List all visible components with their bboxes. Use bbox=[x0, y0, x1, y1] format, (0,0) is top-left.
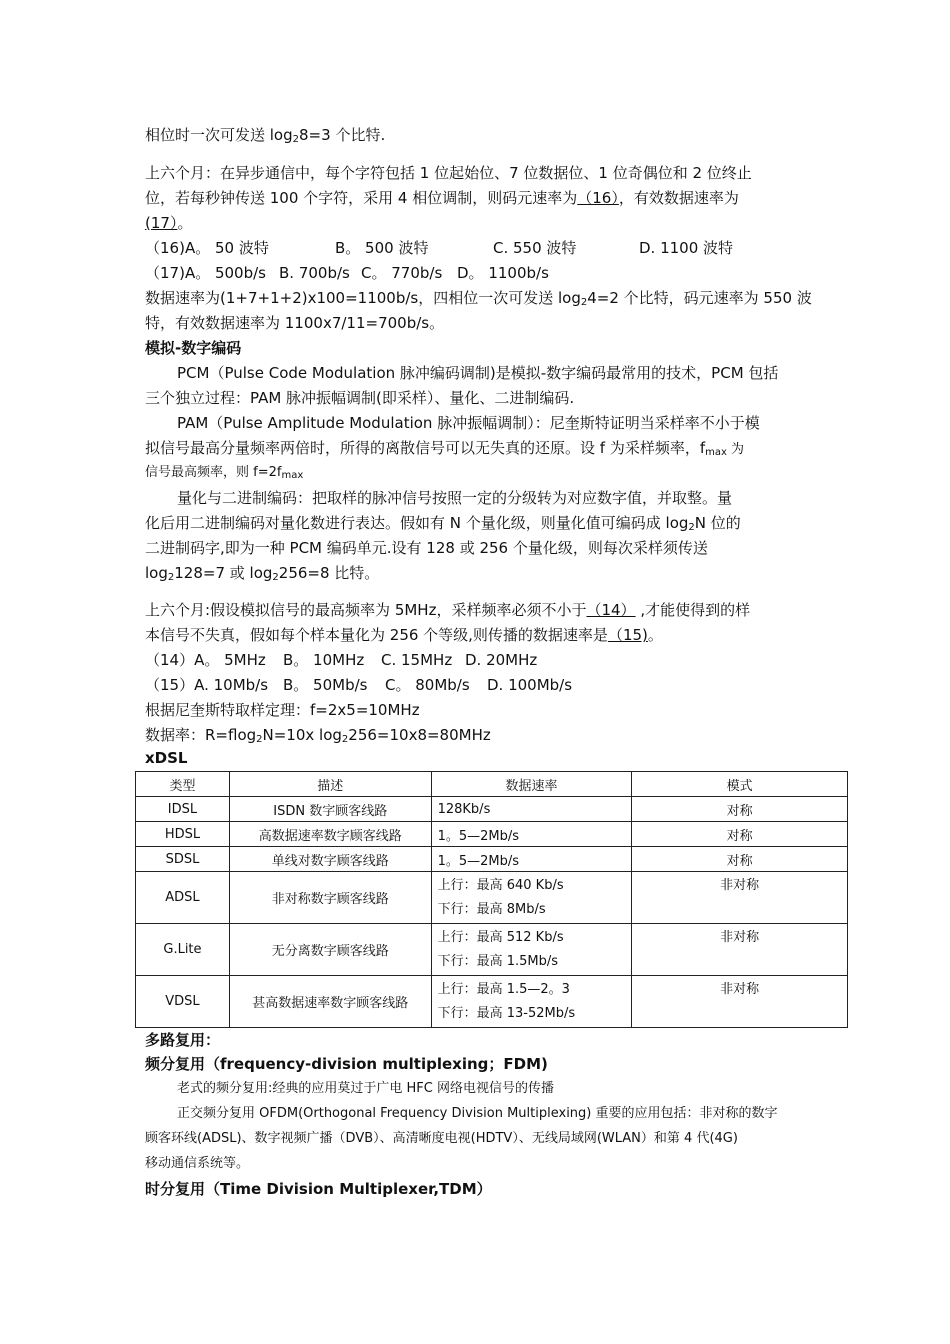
question2-line1: 上六个月:假设模拟信号的最高频率为 5MHz，采样频率必须不小于（14） ,才能使得到的样 bbox=[145, 601, 751, 619]
table-row: G.Lite 无分离数字顾客线路 上行：最高 512 Kb/s 下行：最高 1.5Mb/s 非对称 bbox=[136, 924, 848, 976]
ofdm-line3: 移动通信系统等。 bbox=[145, 1156, 250, 1171]
quant-line4: $\log_2128=7$ 或 $\log_2256=8$ 比特。 bbox=[145, 564, 380, 583]
question1-line1: 上六个月：在异步通信中，每个字符包括 1 位起始位、7 位数据位、1 位奇偶位和 2 位终止 bbox=[145, 164, 752, 182]
blank-14: （14） bbox=[586, 601, 636, 619]
table-row: SDSL 单线对数字顾客线路 1。5—2Mb/s 对称 bbox=[136, 847, 848, 872]
options-17: （17)A。 500b/s B. 700b/s C。 770b/s D。 1100b/s bbox=[145, 264, 549, 282]
pam-line1: PAM（Pulse Amplitude Modulation 脉冲振幅调制）：尼奎斯特证明当采样率不小于模 bbox=[177, 414, 760, 432]
pcm-line1: PCM（Pulse Code Modulation 脉冲编码调制)是模拟-数字编码最常用的技术，PCM 包括 bbox=[177, 364, 779, 382]
heading-analog-digital: 模拟-数字编码 bbox=[145, 339, 242, 357]
question2-line2: 本信号不失真，假如每个样本量化为 256 个等级,则传播的数据速率是（15)。 bbox=[145, 626, 663, 644]
heading-xdsl: xDSL bbox=[145, 749, 188, 767]
question1-line3: (17）。 bbox=[145, 214, 193, 232]
table-header: 描述 bbox=[229, 772, 431, 797]
table-header: 模式 bbox=[632, 772, 848, 797]
answer1-line2: 特，有效数据速率为 1100x7/11=700b/s。 bbox=[145, 314, 445, 332]
options-16: （16)A。 50 波特 B。 500 波特 C. 550 波特 D. 1100 波特 bbox=[145, 239, 734, 257]
table-row: VDSL 甚高数据速率数字顾客线路 上行：最高 1.5—2。3 下行：最高 13-52Mb/s 非对称 bbox=[136, 976, 848, 1028]
quant-line1: 量化与二进制编码：把取样的脉冲信号按照一定的分级转为对应数字值，并取整。量 bbox=[177, 489, 733, 507]
heading-multiplexing: 多路复用： bbox=[145, 1031, 221, 1049]
ofdm-line2: 顾客环线(ADSL)、数字视频广播（DVB）、高清晰度电视(HDTV）、无线局域网(WLAN）和第 4 代(4G) bbox=[145, 1131, 738, 1146]
heading-tdm: 时分复用（Time Division Multiplexer,TDM） bbox=[145, 1180, 492, 1198]
table-row: ADSL 非对称数字顾客线路 上行：最高 640 Kb/s 下行：最高 8Mb/s 非对称 bbox=[136, 872, 848, 924]
xdsl-table bbox=[135, 771, 848, 1028]
ofdm-line1: 正交频分复用 OFDM(Orthogonal Frequency Division Multiplexing) 重要的应用包括：非对称的数字 bbox=[177, 1106, 778, 1121]
quant-line2: 化后用二进制编码对量化数进行表达。假如有 N 个量化级，则量化值可编码成 $\log_2N$ 位的 bbox=[145, 514, 741, 533]
answer2-line2: 数据率：R=flog$_2$N=10x $\log_2256=10x8=80MHz$ bbox=[145, 726, 491, 745]
options-15: （15）A. 10Mb/s B。 50Mb/s C。 80Mb/s D. 100Mb/s bbox=[145, 676, 573, 694]
table-header-row bbox=[136, 772, 848, 797]
fdm-old-line: 老式的频分复用:经典的应用莫过于广电 HFC 网络电视信号的传播 bbox=[177, 1081, 554, 1096]
table-row: IDSL ISDN 数字顾客线路 128Kb/s 对称 bbox=[136, 797, 848, 822]
pcm-line2: 三个独立过程：PAM 脉冲振幅调制(即采样）、量化、二进制编码. bbox=[145, 389, 575, 407]
question1-line2: 位，若每秒钟传送 100 个字符，采用 4 相位调制，则码元速率为（16），有效数据速率为 bbox=[145, 189, 739, 207]
answer1-line1: 数据速率为(1+7+1+2)x100=1100b/s，四相位一次可发送 $\log_24=2$ 个比特，码元速率为 550 波 bbox=[145, 289, 812, 308]
intro-line: 相位时一次可发送 $\log_28=3$ 个比特. bbox=[145, 126, 386, 145]
blank-15: （15) bbox=[607, 626, 648, 644]
blank-16: （16） bbox=[577, 189, 619, 207]
blank-17: (17） bbox=[145, 214, 178, 232]
options-14: （14）A。 5MHz B。 10MHz C. 15MHz D. 20MHz bbox=[145, 651, 538, 669]
answer2-line1: 根据尼奎斯特取样定理：f=2x5=10MHz bbox=[145, 701, 420, 719]
heading-fdm: 频分复用（frequency-division multiplexing；FDM) bbox=[145, 1055, 548, 1073]
table-header: 数据速率 bbox=[431, 772, 632, 797]
table-header: 类型 bbox=[136, 772, 230, 797]
table-row: HDSL 高数据速率数字顾客线路 1。5—2Mb/s 对称 bbox=[136, 822, 848, 847]
pam-line3: 信号最高频率，则 $f=2f_{max}$ bbox=[145, 465, 304, 481]
quant-line3: 二进制码字,即为一种 PCM 编码单元.设有 128 或 256 个量化级，则每次采样须传送 bbox=[145, 539, 708, 557]
pam-line2: 拟信号最高分量频率两倍时，所得的离散信号可以无失真的还原。设 f 为采样频率，$f_{max}$ 为 bbox=[145, 439, 745, 458]
